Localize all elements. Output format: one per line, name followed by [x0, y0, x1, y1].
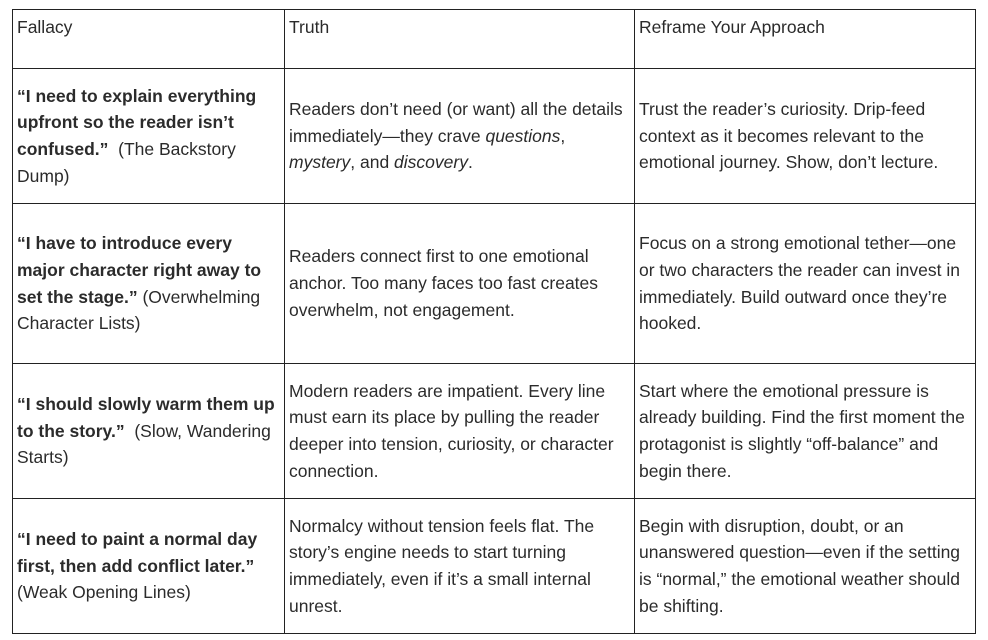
- reframe-cell: Start where the emotional pressure is already building. Find the first moment the protagonist is slightly “off-balance” and begin there.: [635, 364, 976, 499]
- header-truth: Truth: [285, 10, 635, 69]
- fallacy-label: (Slow, Wandering Starts): [17, 420, 271, 468]
- fallacy-label: (Weak Opening Lines): [17, 582, 191, 603]
- reframe-cell: Begin with disruption, doubt, or an unanswered question—even if the setting is “normal,” the emotional weather should be shifting.: [635, 499, 976, 634]
- reframe-cell: Focus on a strong emotional tether—one or two characters the reader can invest in immediately. Build outward once they’re hooked.: [635, 204, 976, 364]
- fallacy-quote: “I need to paint a normal day first, then add conflict later.”: [17, 528, 258, 576]
- header-fallacy: Fallacy: [13, 10, 285, 69]
- fallacy-quote: “I have to introduce every major character right away to set the stage.”: [17, 233, 262, 307]
- table-row: [13, 69, 976, 204]
- header-row: [13, 10, 976, 69]
- fallacy-quote: “I need to explain everything upfront so the reader isn’t confused.”: [17, 85, 257, 159]
- fallacy-quote: “I should slowly warm them up to the story.”: [17, 393, 275, 441]
- truth-text: Readers don’t need (or want) all the details immediately—they crave: [289, 98, 623, 146]
- fallacy-label: (The Backstory Dump): [17, 139, 236, 186]
- table-row: [13, 499, 976, 634]
- fallacy-truth-table: [12, 9, 976, 634]
- table-row: [13, 204, 976, 364]
- truth-cell: Modern readers are impatient. Every line must earn its place by pulling the reader deeper into tension, curiosity, or character connection.: [285, 364, 635, 499]
- truth-suffix: .: [467, 152, 473, 173]
- fallacy-cell: [13, 69, 285, 204]
- truth-cell: Normalcy without tension feels flat. The story’s engine needs to start turning immediately, even if it’s a small internal unrest.: [285, 499, 635, 634]
- fallacy-cell: [13, 499, 285, 634]
- table-row: [13, 364, 976, 499]
- header-reframe: Reframe Your Approach: [635, 10, 976, 69]
- fallacy-cell: [13, 204, 285, 364]
- truth-emphasis: discovery: [394, 152, 468, 173]
- truth-cell: [285, 69, 635, 204]
- truth-separator: ,: [560, 125, 566, 146]
- truth-separator: , and: [350, 152, 395, 173]
- truth-emphasis: mystery: [289, 152, 351, 173]
- fallacy-cell: [13, 364, 285, 499]
- fallacy-label: (Overwhelming Character Lists): [17, 286, 261, 334]
- truth-emphasis: questions: [485, 125, 561, 146]
- truth-cell: Readers connect first to one emotional anchor. Too many faces too fast creates overwhelm, not engagement.: [285, 204, 635, 364]
- reframe-cell: Trust the reader’s curiosity. Drip-feed context as it becomes relevant to the emotional journey. Show, don’t lecture.: [635, 69, 976, 204]
